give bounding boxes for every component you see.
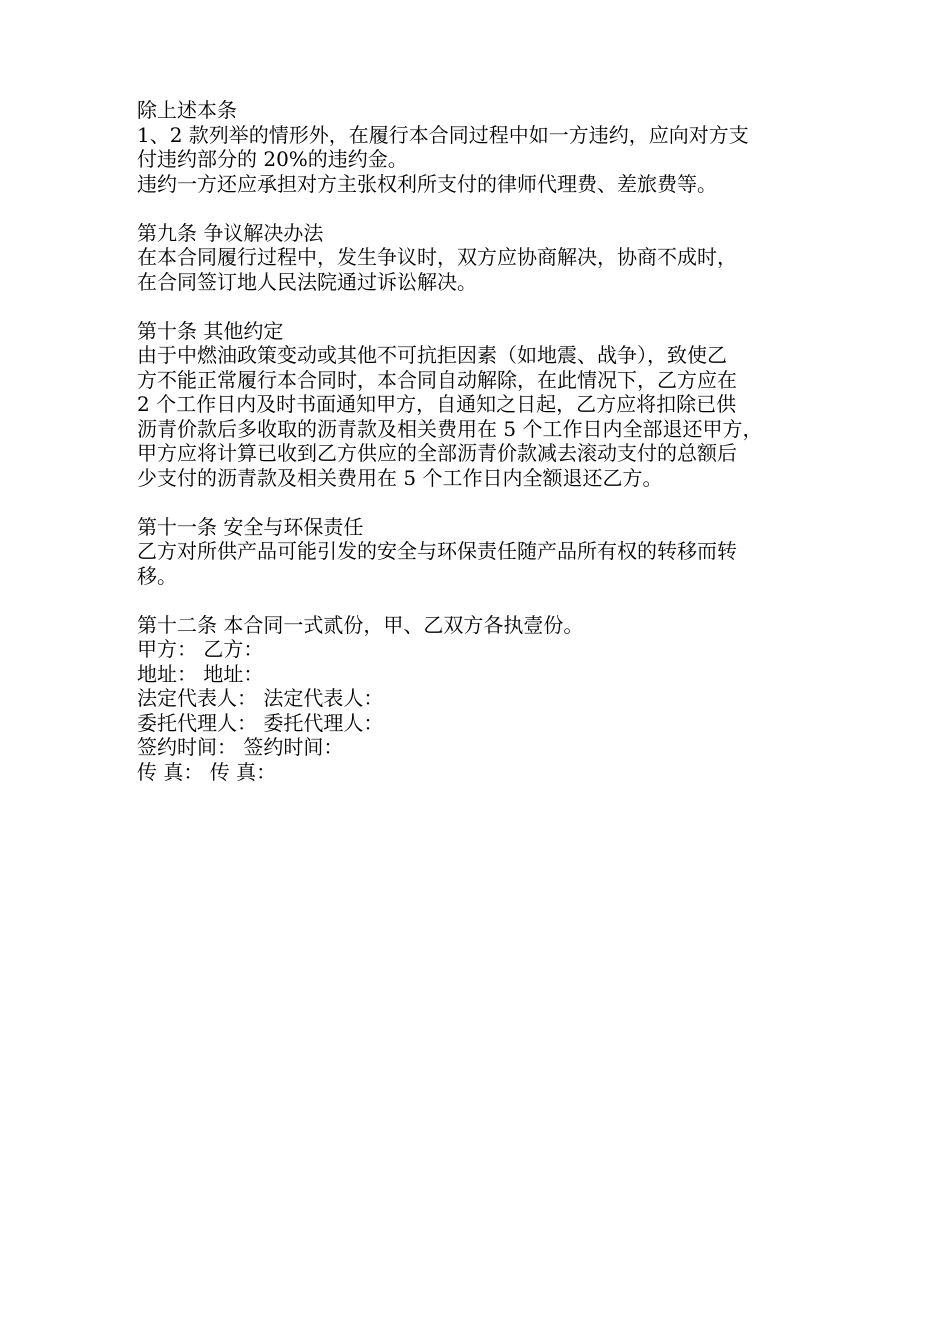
- clause-12: [137, 613, 837, 638]
- clause-heading: 第十条 其他约定: [137, 318, 284, 343]
- clause-8-tail: [137, 98, 837, 196]
- paragraph-line: 移。: [137, 563, 177, 588]
- spacer: [137, 588, 837, 613]
- paragraph-line: 沥青价款后多收取的沥青款及相关费用在 5 个工作日内全部退还甲方，: [137, 416, 763, 441]
- signature-party: 甲方： 乙方：: [137, 637, 264, 661]
- paragraph-line: 在本合同履行过程中，发生争议时，双方应协商解决，协商不成时，: [137, 245, 737, 269]
- spacer: [137, 490, 837, 515]
- spacer: [137, 294, 837, 319]
- contract-page: [137, 98, 837, 784]
- spacer: [137, 196, 837, 221]
- paragraph-line: 方不能正常履行本合同时，本合同自动解除，在此情况下，乙方应在: [137, 367, 737, 392]
- paragraph-line: 由于中燃油政策变动或其他不可抗拒因素（如地震、战争），致使乙: [137, 343, 727, 367]
- signature-address: 地址： 地址：: [137, 661, 264, 686]
- paragraph-line: 违约一方还应承担对方主张权利所支付的律师代理费、差旅费等。: [137, 171, 717, 196]
- clause-11: [137, 515, 837, 589]
- clause-heading: 第十一条 安全与环保责任: [137, 514, 364, 539]
- clause-9: [137, 221, 837, 295]
- signature-block: [137, 637, 837, 784]
- paragraph-line: 付违约部分的 20%的违约金。: [137, 147, 408, 171]
- clause-10: [137, 319, 837, 491]
- paragraph-line: 2 个工作日内及时书面通知甲方，自通知之日起，乙方应将扣除已供: [137, 392, 737, 416]
- signature-legal-rep: 法定代表人： 法定代表人：: [137, 686, 384, 710]
- signature-agent: 委托代理人： 委托代理人：: [137, 710, 384, 735]
- paragraph-line: 乙方对所供产品可能引发的安全与环保责任随产品所有权的转移而转: [137, 539, 737, 563]
- paragraph-line: 少支付的沥青款及相关费用在 5 个工作日内全额退还乙方。: [137, 465, 663, 490]
- clause-heading: 第十二条 本合同一式贰份，甲、乙双方各执壹份。: [137, 612, 584, 637]
- paragraph-line: 除上述本条: [137, 98, 237, 122]
- clause-heading: 第九条 争议解决办法: [137, 220, 324, 245]
- signature-time: 签约时间： 签约时间：: [137, 735, 344, 759]
- signature-fax: 传 真： 传 真：: [137, 759, 277, 784]
- paragraph-line: 在合同签订地人民法院通过诉讼解决。: [137, 269, 477, 294]
- paragraph-line: 甲方应将计算已收到乙方供应的全部沥青价款减去滚动支付的总额后: [137, 441, 737, 465]
- paragraph-line: 1、2 款列举的情形外，在履行本合同过程中如一方违约，应向对方支: [137, 122, 749, 147]
